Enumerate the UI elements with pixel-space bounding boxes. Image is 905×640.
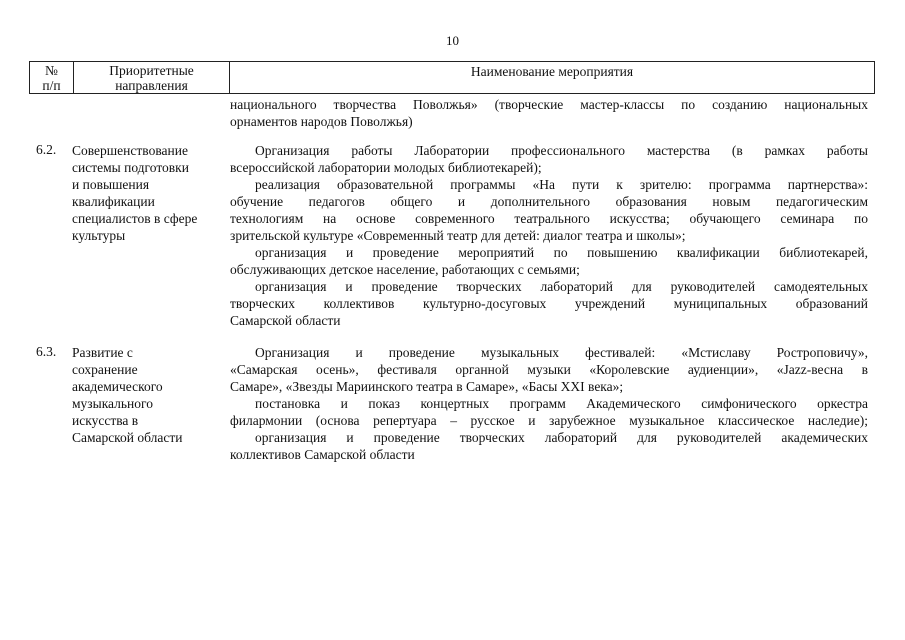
row-direction xyxy=(72,142,222,244)
direction-line: системы подготовки xyxy=(72,160,189,175)
direction-line: Развитие с xyxy=(72,345,133,360)
text-line: коллективов Самарской области xyxy=(230,447,415,462)
text-line: организация и проведение мероприятий по повышению квалификации библиотекарей, xyxy=(255,245,868,260)
direction-line: и повышения xyxy=(72,177,150,192)
header-directions-column xyxy=(74,62,230,94)
direction-line: музыкального xyxy=(72,396,153,411)
direction-line: сохранение xyxy=(72,362,138,377)
direction-line: искусства в xyxy=(72,413,139,428)
header-num-line1: № xyxy=(45,63,58,78)
text-line: орнаментов народов Поволжья) xyxy=(230,114,413,129)
text-line: постановка и показ концертных программ Академического симфонического оркестра xyxy=(255,396,868,411)
text-line: «Самарская осень», фестиваля органной музыки «Королевские аудиенции», «Jazz-весна в xyxy=(230,362,868,377)
header-num-line2: п/п xyxy=(42,78,61,93)
text-line: Самарской области xyxy=(230,313,341,328)
text-line: обучение педагогов общего и дополнительного образования новым педагогическим xyxy=(230,194,868,209)
text-line: реализация образовательной программы «На пути к зрителю: программа партнерства»: xyxy=(255,177,868,192)
direction-line: культуры xyxy=(72,228,126,243)
header-name-column: Наименование мероприятия xyxy=(230,62,875,94)
text-line: всероссийской лаборатории молодых библиотекарей); xyxy=(230,160,542,175)
row-description xyxy=(230,344,868,463)
header-number-column xyxy=(30,62,74,94)
text-line: технологиям на основе современного театрального искусства; обучающего семинара по xyxy=(230,211,868,226)
row-direction xyxy=(72,344,222,446)
page-number: 10 xyxy=(446,33,459,48)
text-line: национального творчества Поволжья» (творческие мастер-классы по созданию национальных xyxy=(230,97,868,112)
header-dir-line1: Приоритетные xyxy=(109,63,194,78)
direction-line: Самарской области xyxy=(72,430,183,445)
direction-line: академического xyxy=(72,379,163,394)
text-line: филармонии (основа репертуара – русское и зарубежное музыкальное классическое наследие); xyxy=(230,413,868,428)
table-header xyxy=(29,61,875,94)
header-dir-line2: направления xyxy=(115,78,188,93)
text-line: обслуживающих детское население, работающих с семьями; xyxy=(230,262,580,277)
direction-line: Совершенствование xyxy=(72,143,188,158)
row-number: 6.3. xyxy=(36,344,57,359)
text-line: творческих коллективов культурно-досуговых учреждений муниципальных образований xyxy=(230,296,868,311)
text-line: Организация и проведение музыкальных фестивалей: «Мстиславу Ростроповичу», xyxy=(255,345,868,360)
text-line: организация и проведение творческих лабораторий для руководителей самодеятельных xyxy=(255,279,868,294)
text-line: организация и проведение творческих лабораторий для руководителей академических xyxy=(255,430,868,445)
row-number: 6.2. xyxy=(36,142,57,157)
text-line: зрительской культуре «Современный театр для детей: диалог театра и школы»; xyxy=(230,228,686,243)
text-line: Самаре», «Звезды Мариинского театра в Самаре», «Басы XXI века»; xyxy=(230,379,624,394)
direction-line: специалистов в сфере xyxy=(72,211,198,226)
row-description xyxy=(230,142,868,329)
direction-line: квалификации xyxy=(72,194,155,209)
text-line: Организация работы Лаборатории профессионального мастерства (в рамках работы xyxy=(255,143,868,158)
continuation-text xyxy=(230,96,868,130)
